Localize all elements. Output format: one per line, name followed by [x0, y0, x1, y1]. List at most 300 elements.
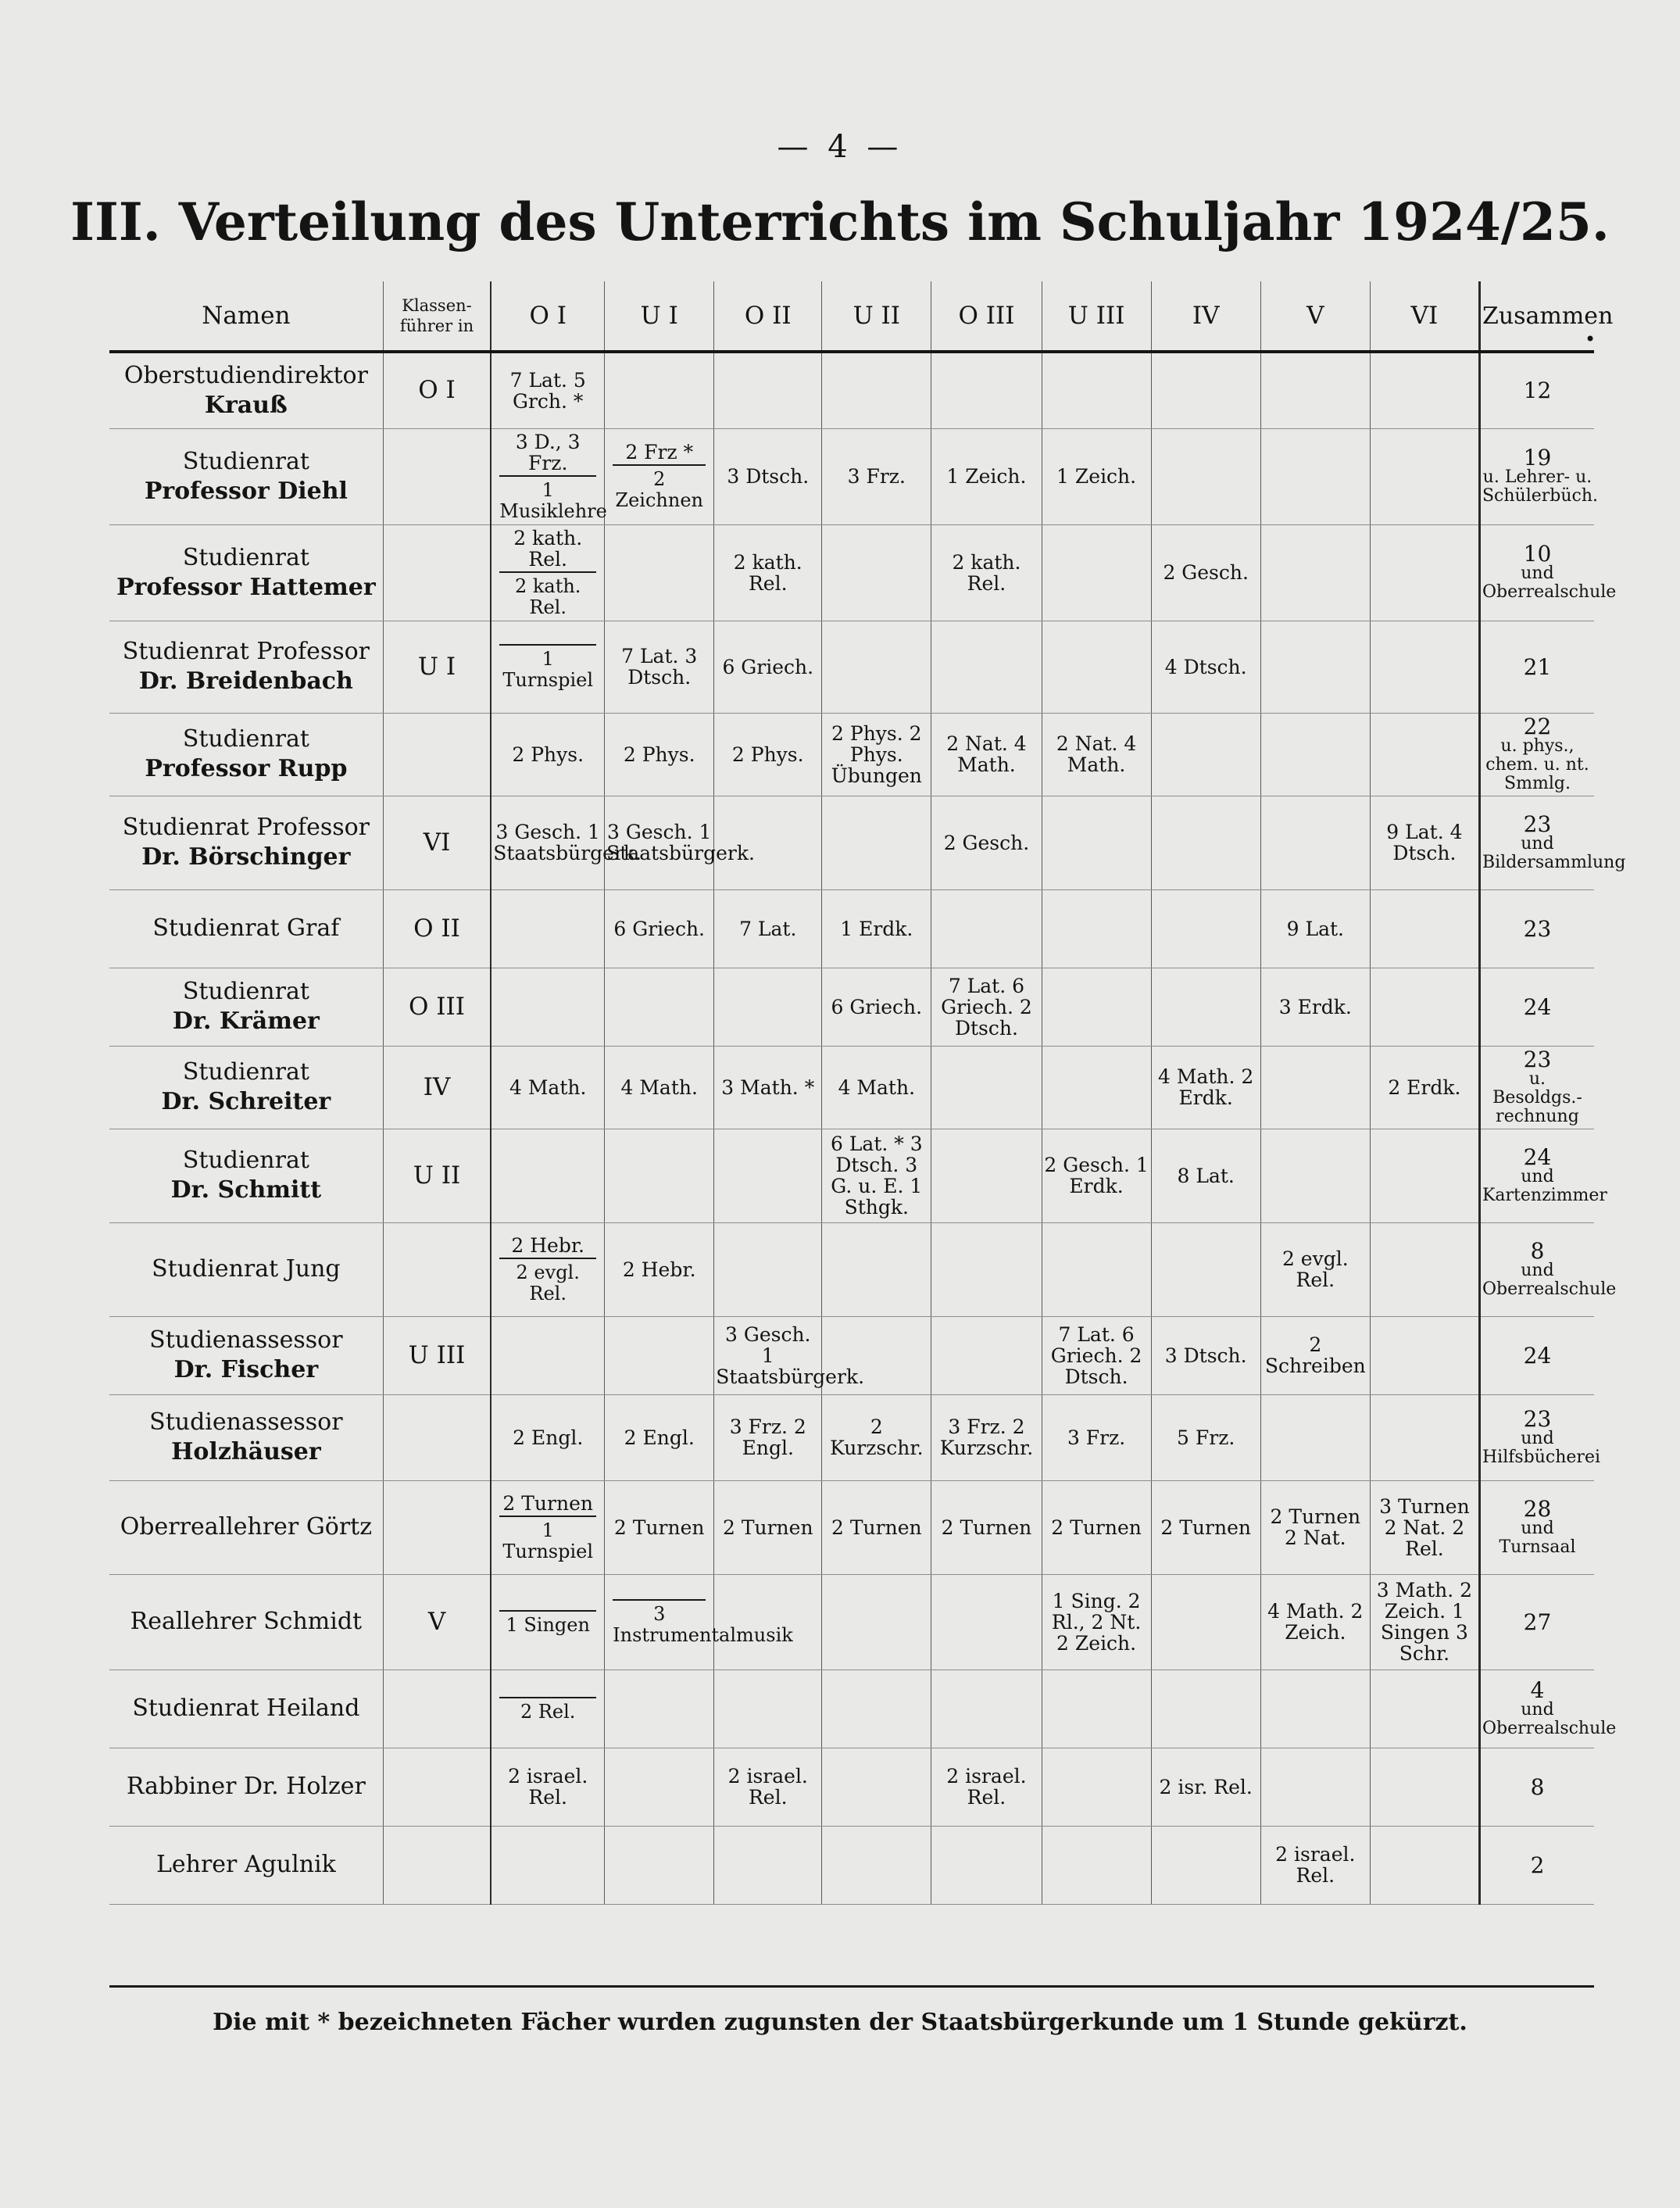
teacher-name-line2: Professor Hattemer	[116, 573, 376, 601]
lesson-text: 7 Lat. 6 Griech. 2 Dtsch.	[941, 974, 1032, 1040]
lesson-cell	[1260, 1129, 1370, 1222]
lesson-cell	[931, 1129, 1042, 1222]
zusammen-cell	[1479, 1046, 1594, 1129]
teacher-name-line2: Professor Rupp	[145, 755, 348, 782]
lesson-cell	[605, 968, 714, 1046]
lesson-text: 3 Gesch. 1 Staatsbürgerk.	[716, 1322, 865, 1388]
zusammen-cell	[1479, 1394, 1600, 1480]
table-row	[109, 796, 1594, 889]
teacher-name	[109, 1222, 383, 1316]
header-class-8: VI	[1370, 281, 1479, 352]
klassenfuehrer-cell: O III	[383, 968, 491, 1046]
spanning-lesson: 2 Rel.	[499, 1697, 596, 1723]
spanning-lesson-2: 3 Instrumentalmusik	[613, 1599, 706, 1646]
lesson-cell	[1042, 1129, 1151, 1222]
teacher-name-line1: Studienrat	[182, 447, 309, 475]
lesson-cell	[1260, 713, 1370, 796]
lesson-cell	[822, 1574, 931, 1669]
zusammen-cell	[1479, 428, 1599, 524]
teacher-name-line1: Studienrat	[182, 725, 309, 753]
header-class-2: O II	[714, 281, 822, 352]
zusammen-note: und Kartenzimmer	[1482, 1166, 1607, 1205]
teacher-name-line1: Studienrat Professor	[122, 814, 370, 841]
klassenfuehrer-cell	[383, 1748, 491, 1826]
lesson-cell	[605, 1129, 714, 1222]
zusammen-hours: 24	[1523, 1143, 1552, 1170]
lesson-cell	[931, 968, 1042, 1046]
lesson-cell	[1260, 1046, 1370, 1129]
lesson-cell	[1151, 1669, 1260, 1748]
table-row	[109, 1129, 1594, 1222]
lesson-cell	[1151, 1394, 1260, 1480]
zusammen-hours: 23	[1523, 1046, 1552, 1072]
lesson-text: 7 Lat. 3 Dtsch.	[621, 645, 698, 689]
zusammen-hours: 24	[1523, 1342, 1552, 1369]
zusammen-cell	[1479, 621, 1594, 713]
lesson-cell	[822, 1748, 931, 1826]
lesson-cell	[605, 428, 714, 524]
teacher-name	[109, 524, 383, 621]
lesson-text: 1 Erdk.	[840, 917, 913, 940]
teacher-name-line2: Dr. Fischer	[173, 1356, 319, 1383]
lesson-text: 3 Gesch. 1 Staatsbürgerk.	[606, 821, 755, 864]
lesson-cell	[1151, 889, 1260, 968]
lesson-text: 4 Math. 2 Zeich.	[1267, 1600, 1364, 1644]
lesson-cell	[1042, 1222, 1151, 1316]
klassenfuehrer-cell: U II	[383, 1129, 491, 1222]
teacher-name	[109, 1748, 383, 1826]
lesson-cell	[1151, 352, 1260, 428]
teacher-name	[109, 889, 383, 968]
lesson-cell	[931, 1480, 1042, 1574]
lesson-cell	[605, 1394, 714, 1480]
teacher-name	[109, 713, 383, 796]
lesson-cell	[822, 352, 931, 428]
klassenfuehrer-cell	[383, 1222, 491, 1316]
lesson-text: 6 Griech.	[722, 655, 814, 678]
teacher-name-line2: Dr. Krämer	[172, 1007, 320, 1035]
zusammen-cell	[1479, 796, 1626, 889]
zusammen-cell	[1479, 713, 1594, 796]
lesson-cell	[822, 1222, 931, 1316]
klassenfuehrer-cell: IV	[383, 1046, 491, 1129]
header-class-4: O III	[931, 281, 1042, 352]
lesson-cell	[714, 1046, 822, 1129]
lesson-cell	[1151, 1480, 1260, 1574]
lesson-cell	[714, 713, 822, 796]
lesson-text: 2 Phys. 2 Phys. Übungen	[831, 721, 922, 787]
lesson-text: 2 evgl. Rel.	[1281, 1247, 1349, 1291]
lesson-cell	[1042, 1394, 1151, 1480]
lesson-text: 3 Frz. 2 Kurzschr.	[939, 1415, 1034, 1459]
lesson-cell	[605, 1480, 714, 1574]
lesson-cell	[714, 352, 822, 428]
teacher-name	[109, 1480, 383, 1574]
lesson-text: 2 Schreiben	[1264, 1333, 1366, 1377]
lesson-text: 2 Phys.	[623, 743, 695, 766]
lesson-cell	[931, 1669, 1042, 1748]
lesson-cell	[1042, 1316, 1151, 1394]
lesson-cell	[491, 1129, 604, 1222]
header-row	[109, 281, 1594, 352]
lesson-cell	[931, 1222, 1042, 1316]
lesson-cell	[1370, 428, 1479, 524]
lesson-cell	[931, 352, 1042, 428]
lesson-cell	[491, 889, 604, 968]
lesson-cell	[822, 1394, 931, 1480]
lesson-cell	[1042, 352, 1151, 428]
header-class-6: IV	[1151, 281, 1260, 352]
lesson-cell	[1260, 1669, 1370, 1748]
lesson-cell	[1151, 713, 1260, 796]
lesson-text: 2 Turnen	[613, 1516, 705, 1539]
zusammen-note: u. phys., chem. u. nt. Smmlg.	[1485, 735, 1589, 793]
teacher-name-line1: Oberreallehrer Görtz	[120, 1513, 373, 1541]
lesson-cell	[822, 796, 931, 889]
lesson-text: 2 Frz *	[625, 441, 694, 463]
lesson-text: 2 Hebr.	[511, 1233, 584, 1257]
zusammen-cell	[1479, 968, 1594, 1046]
teacher-name-line1: Lehrer Agulnik	[155, 1851, 336, 1878]
lesson-text: 4 Math.	[509, 1075, 587, 1099]
lesson-cell	[491, 1480, 604, 1574]
lesson-text: 2 israel. Rel.	[946, 1765, 1027, 1809]
lesson-cell	[822, 524, 931, 621]
lesson-text: 3 Math. 2 Zeich. 1 Singen 3 Schr.	[1376, 1579, 1473, 1665]
lesson-cell	[1260, 524, 1370, 621]
lesson-cell	[714, 1669, 822, 1748]
lesson-cell	[491, 796, 642, 889]
lesson-cell	[931, 621, 1042, 713]
lesson-cell	[1042, 1046, 1151, 1129]
lesson-cell	[1370, 524, 1479, 621]
lesson-cell	[1042, 968, 1151, 1046]
lesson-cell	[605, 713, 714, 796]
lesson-cell	[1151, 796, 1260, 889]
spanning-lesson: 2 evgl. Rel.	[499, 1258, 596, 1304]
table-row	[109, 428, 1594, 524]
zusammen-hours: 8	[1530, 1773, 1545, 1800]
lesson-cell	[1370, 1046, 1479, 1129]
lesson-cell	[491, 1669, 604, 1748]
lesson-cell	[714, 1316, 865, 1394]
lesson-text: 6 Griech.	[613, 917, 706, 940]
lesson-text: 2 Turnen	[1051, 1516, 1142, 1539]
lesson-cell	[1260, 1394, 1370, 1480]
zusammen-hours: 21	[1523, 653, 1552, 680]
lesson-text: 7 Lat. 5 Grch. *	[509, 368, 586, 413]
lesson-text: 2 Gesch.	[943, 831, 1030, 854]
zusammen-hours: 8	[1530, 1237, 1545, 1264]
table-row	[109, 1826, 1594, 1904]
lesson-text: 6 Griech.	[831, 995, 923, 1018]
lesson-cell	[605, 1574, 793, 1669]
lesson-text: 2 kath. Rel.	[513, 526, 583, 571]
lesson-cell	[1260, 1222, 1370, 1316]
lesson-text: 2 Kurzschr.	[830, 1415, 924, 1459]
lesson-cell	[1370, 352, 1479, 428]
lesson-cell	[931, 1394, 1042, 1480]
zusammen-hours: 10	[1523, 541, 1552, 567]
lesson-cell	[1151, 524, 1260, 621]
lesson-cell	[714, 1394, 822, 1480]
header-zusammen: Zusammen	[1479, 281, 1594, 352]
lesson-text: 1 Sing. 2 Rl., 2 Nt. 2 Zeich.	[1051, 1589, 1142, 1655]
klassenfuehrer-cell	[383, 1826, 491, 1904]
zusammen-note: und Turnsaal	[1499, 1518, 1576, 1557]
lesson-cell	[1370, 621, 1479, 713]
header-class-5: U III	[1042, 281, 1151, 352]
teacher-name-line1: Studienrat	[182, 543, 309, 571]
spanning-lesson: 1 Turnspiel	[499, 644, 596, 691]
lesson-cell	[1042, 524, 1151, 621]
teacher-name-line1: Studienrat	[182, 1058, 309, 1086]
table-row	[109, 352, 1594, 428]
lesson-text: 2 Turnen	[502, 1491, 593, 1515]
lesson-cell	[1370, 1394, 1479, 1480]
lesson-cell	[1260, 796, 1370, 889]
lesson-cell	[1260, 428, 1370, 524]
header-class-0: O I	[491, 281, 604, 352]
teacher-name-line2: Dr. Breidenbach	[138, 667, 353, 695]
lesson-text: 2 Phys.	[512, 743, 584, 766]
lesson-cell	[1042, 1748, 1151, 1826]
lesson-cell	[605, 1046, 714, 1129]
lesson-cell	[1151, 1046, 1260, 1129]
table-row	[109, 621, 1594, 713]
lesson-text: 4 Math. 2 Erdk.	[1158, 1065, 1254, 1109]
lesson-cell	[931, 1574, 1042, 1669]
lesson-text: 9 Lat.	[1286, 917, 1344, 940]
klassenfuehrer-cell	[383, 1394, 491, 1480]
zusammen-cell	[1479, 1129, 1607, 1222]
header-class-3: U II	[822, 281, 931, 352]
teacher-name-line1: Rabbiner Dr. Holzer	[126, 1773, 366, 1800]
klassenfuehrer-cell	[383, 1669, 491, 1748]
teacher-name-line2: Holzhäuser	[171, 1438, 321, 1465]
teacher-name	[109, 621, 383, 713]
zusammen-cell	[1479, 352, 1594, 428]
lesson-cell	[1370, 1129, 1479, 1222]
lesson-cell	[714, 968, 822, 1046]
zusammen-note: und Bildersammlung	[1482, 833, 1626, 872]
lesson-cell	[822, 889, 931, 968]
teacher-name-line2: Krauß	[204, 391, 288, 419]
lesson-cell	[931, 713, 1042, 796]
lesson-cell	[931, 1316, 1042, 1394]
lesson-cell	[605, 1222, 714, 1316]
zusammen-note: u. Besoldgs.-rechnung	[1492, 1068, 1582, 1126]
zusammen-note: und Oberrealschule	[1482, 1699, 1617, 1738]
table-row	[109, 1574, 1594, 1669]
header-klassenfuehrer: Klassen-führer in	[383, 281, 491, 352]
zusammen-note: und Oberrealschule	[1482, 564, 1617, 602]
teacher-name	[109, 1826, 383, 1904]
klassenfuehrer-cell	[383, 428, 491, 524]
lesson-cell	[931, 1046, 1042, 1129]
lesson-cell	[931, 524, 1042, 621]
lesson-cell	[491, 1826, 604, 1904]
lesson-cell	[491, 524, 604, 621]
zusammen-hours: 23	[1523, 1405, 1552, 1432]
lesson-text: 3 Dtsch.	[727, 465, 810, 488]
lesson-text: 2 Turnen 2 Nat.	[1270, 1505, 1361, 1549]
table-row	[109, 1669, 1594, 1748]
lesson-cell	[822, 428, 931, 524]
lesson-cell	[1260, 1574, 1370, 1669]
lesson-cell	[605, 796, 755, 889]
lesson-cell	[1370, 796, 1479, 889]
lesson-text: 2 Nat. 4 Math.	[1056, 732, 1137, 776]
lesson-cell	[605, 1316, 714, 1394]
lesson-cell	[1151, 1826, 1260, 1904]
teacher-name-line2: Dr. Schmitt	[170, 1176, 322, 1204]
lesson-cell	[1370, 1480, 1479, 1574]
teacher-name	[109, 1129, 383, 1222]
spanning-lesson: 1 Singen	[499, 1610, 596, 1636]
lesson-cell	[1042, 889, 1151, 968]
lesson-text: 1 Zeich.	[1056, 465, 1137, 488]
teacher-name	[109, 796, 383, 889]
lesson-cell	[822, 1826, 931, 1904]
zusammen-hours: 24	[1523, 993, 1552, 1020]
klassenfuehrer-cell	[383, 524, 491, 621]
lesson-cell	[1260, 1316, 1370, 1394]
lesson-cell	[1260, 1826, 1370, 1904]
lesson-cell	[491, 352, 604, 428]
lesson-cell	[1151, 1316, 1260, 1394]
lesson-cell	[714, 1574, 822, 1669]
lesson-text: 2 kath. Rel.	[952, 550, 1021, 595]
lesson-text: 2 Engl.	[624, 1426, 695, 1449]
teacher-name-line2: Professor Diehl	[144, 477, 348, 505]
lesson-cell	[931, 889, 1042, 968]
klassenfuehrer-cell: V	[383, 1574, 491, 1669]
lesson-cell	[822, 1669, 931, 1748]
lesson-cell	[714, 524, 822, 621]
lesson-text: 2 Engl.	[513, 1426, 584, 1449]
zusammen-hours: 19	[1523, 445, 1552, 471]
lesson-cell	[822, 1129, 931, 1222]
teacher-name-line1: Reallehrer Schmidt	[130, 1608, 363, 1635]
lesson-text: 2 israel. Rel.	[508, 1765, 588, 1809]
teacher-name	[109, 1316, 383, 1394]
lesson-cell	[931, 1748, 1042, 1826]
lesson-cell	[1042, 621, 1151, 713]
lesson-cell	[491, 1222, 604, 1316]
lesson-text: 3 Gesch. 1 Staatsbürgerk.	[493, 821, 642, 864]
zusammen-cell	[1479, 1222, 1617, 1316]
zusammen-cell	[1479, 1826, 1594, 1904]
teacher-name	[109, 352, 383, 428]
zusammen-cell	[1479, 1574, 1594, 1669]
lesson-cell	[714, 428, 822, 524]
lesson-cell	[491, 968, 604, 1046]
margin-dot: •	[1585, 328, 1596, 350]
lesson-cell	[491, 1394, 604, 1480]
lesson-text: 7 Lat. 6 Griech. 2 Dtsch.	[1050, 1322, 1142, 1388]
lesson-cell	[931, 1826, 1042, 1904]
lesson-cell	[605, 352, 714, 428]
lesson-cell	[1370, 1222, 1479, 1316]
lesson-cell	[605, 621, 714, 713]
teacher-name	[109, 1394, 383, 1480]
spanning-lesson: 1 Musiklehre	[499, 475, 596, 522]
teacher-name	[109, 1669, 383, 1748]
lesson-cell	[1042, 428, 1151, 524]
teacher-name-line1: Studienrat Jung	[152, 1255, 341, 1283]
lesson-cell	[1370, 968, 1479, 1046]
teacher-name-line1: Studienassessor	[149, 1408, 343, 1436]
teacher-name-line1: Oberstudiendirektor	[123, 361, 368, 389]
lesson-cell	[714, 889, 822, 968]
lesson-cell	[822, 713, 931, 796]
lesson-text: 2 Hebr.	[622, 1258, 696, 1281]
zusammen-hours: 28	[1523, 1495, 1552, 1522]
schedule-table	[109, 281, 1626, 1905]
lesson-cell	[1370, 889, 1479, 968]
lesson-cell	[1260, 968, 1370, 1046]
zusammen-cell	[1479, 889, 1594, 968]
lesson-text: 2 Turnen	[831, 1516, 922, 1539]
table-row	[109, 1222, 1594, 1316]
lesson-cell	[822, 621, 931, 713]
lesson-text: 2 Turnen	[941, 1516, 1032, 1539]
lesson-text: 2 kath. Rel.	[733, 550, 802, 595]
teacher-name-line1: Studienassessor	[149, 1326, 343, 1354]
lesson-text: 8 Lat.	[1177, 1164, 1235, 1187]
klassenfuehrer-cell	[383, 713, 491, 796]
lesson-cell	[1260, 621, 1370, 713]
lesson-cell	[714, 1480, 822, 1574]
spanning-lesson: 2 kath. Rel.	[499, 571, 596, 618]
teacher-name-line1: Studienrat	[182, 1147, 309, 1174]
lesson-cell	[822, 1046, 931, 1129]
lesson-cell	[1370, 1574, 1479, 1669]
lesson-text: 2 Gesch. 1 Erdk.	[1044, 1154, 1149, 1197]
lesson-text: 2 isr. Rel.	[1159, 1775, 1253, 1798]
table-row	[109, 1316, 1594, 1394]
table-row	[109, 1748, 1594, 1826]
klassenfuehrer-cell: VI	[383, 796, 491, 889]
lesson-cell	[491, 1574, 604, 1669]
lesson-text: 9 Lat. 4 Dtsch.	[1386, 821, 1463, 864]
zusammen-cell	[1479, 1669, 1617, 1748]
lesson-cell	[1042, 713, 1151, 796]
lesson-cell	[491, 1748, 604, 1826]
spanning-lesson-2: 2 Zeichnen	[613, 464, 706, 511]
lesson-cell	[1260, 889, 1370, 968]
lesson-cell	[605, 889, 714, 968]
table-row	[109, 889, 1594, 968]
lesson-text: 3 D., 3 Frz.	[515, 430, 581, 474]
lesson-cell	[1260, 1480, 1370, 1574]
table-row	[109, 713, 1594, 796]
lesson-text: 2 Turnen	[722, 1516, 813, 1539]
lesson-text: 3 Turnen 2 Nat. 2 Rel.	[1379, 1494, 1470, 1560]
lesson-cell	[605, 1669, 714, 1748]
lesson-cell	[605, 524, 714, 621]
lesson-cell	[491, 713, 604, 796]
lesson-cell	[714, 1129, 822, 1222]
lesson-text: 2 Phys.	[731, 743, 804, 766]
table-bottom-rule	[109, 1985, 1594, 1988]
klassenfuehrer-cell: O II	[383, 889, 491, 968]
lesson-cell	[714, 1222, 822, 1316]
zusammen-note: und Oberrealschule	[1482, 1260, 1617, 1299]
lesson-text: 7 Lat.	[739, 917, 797, 940]
lesson-cell	[1042, 1574, 1151, 1669]
